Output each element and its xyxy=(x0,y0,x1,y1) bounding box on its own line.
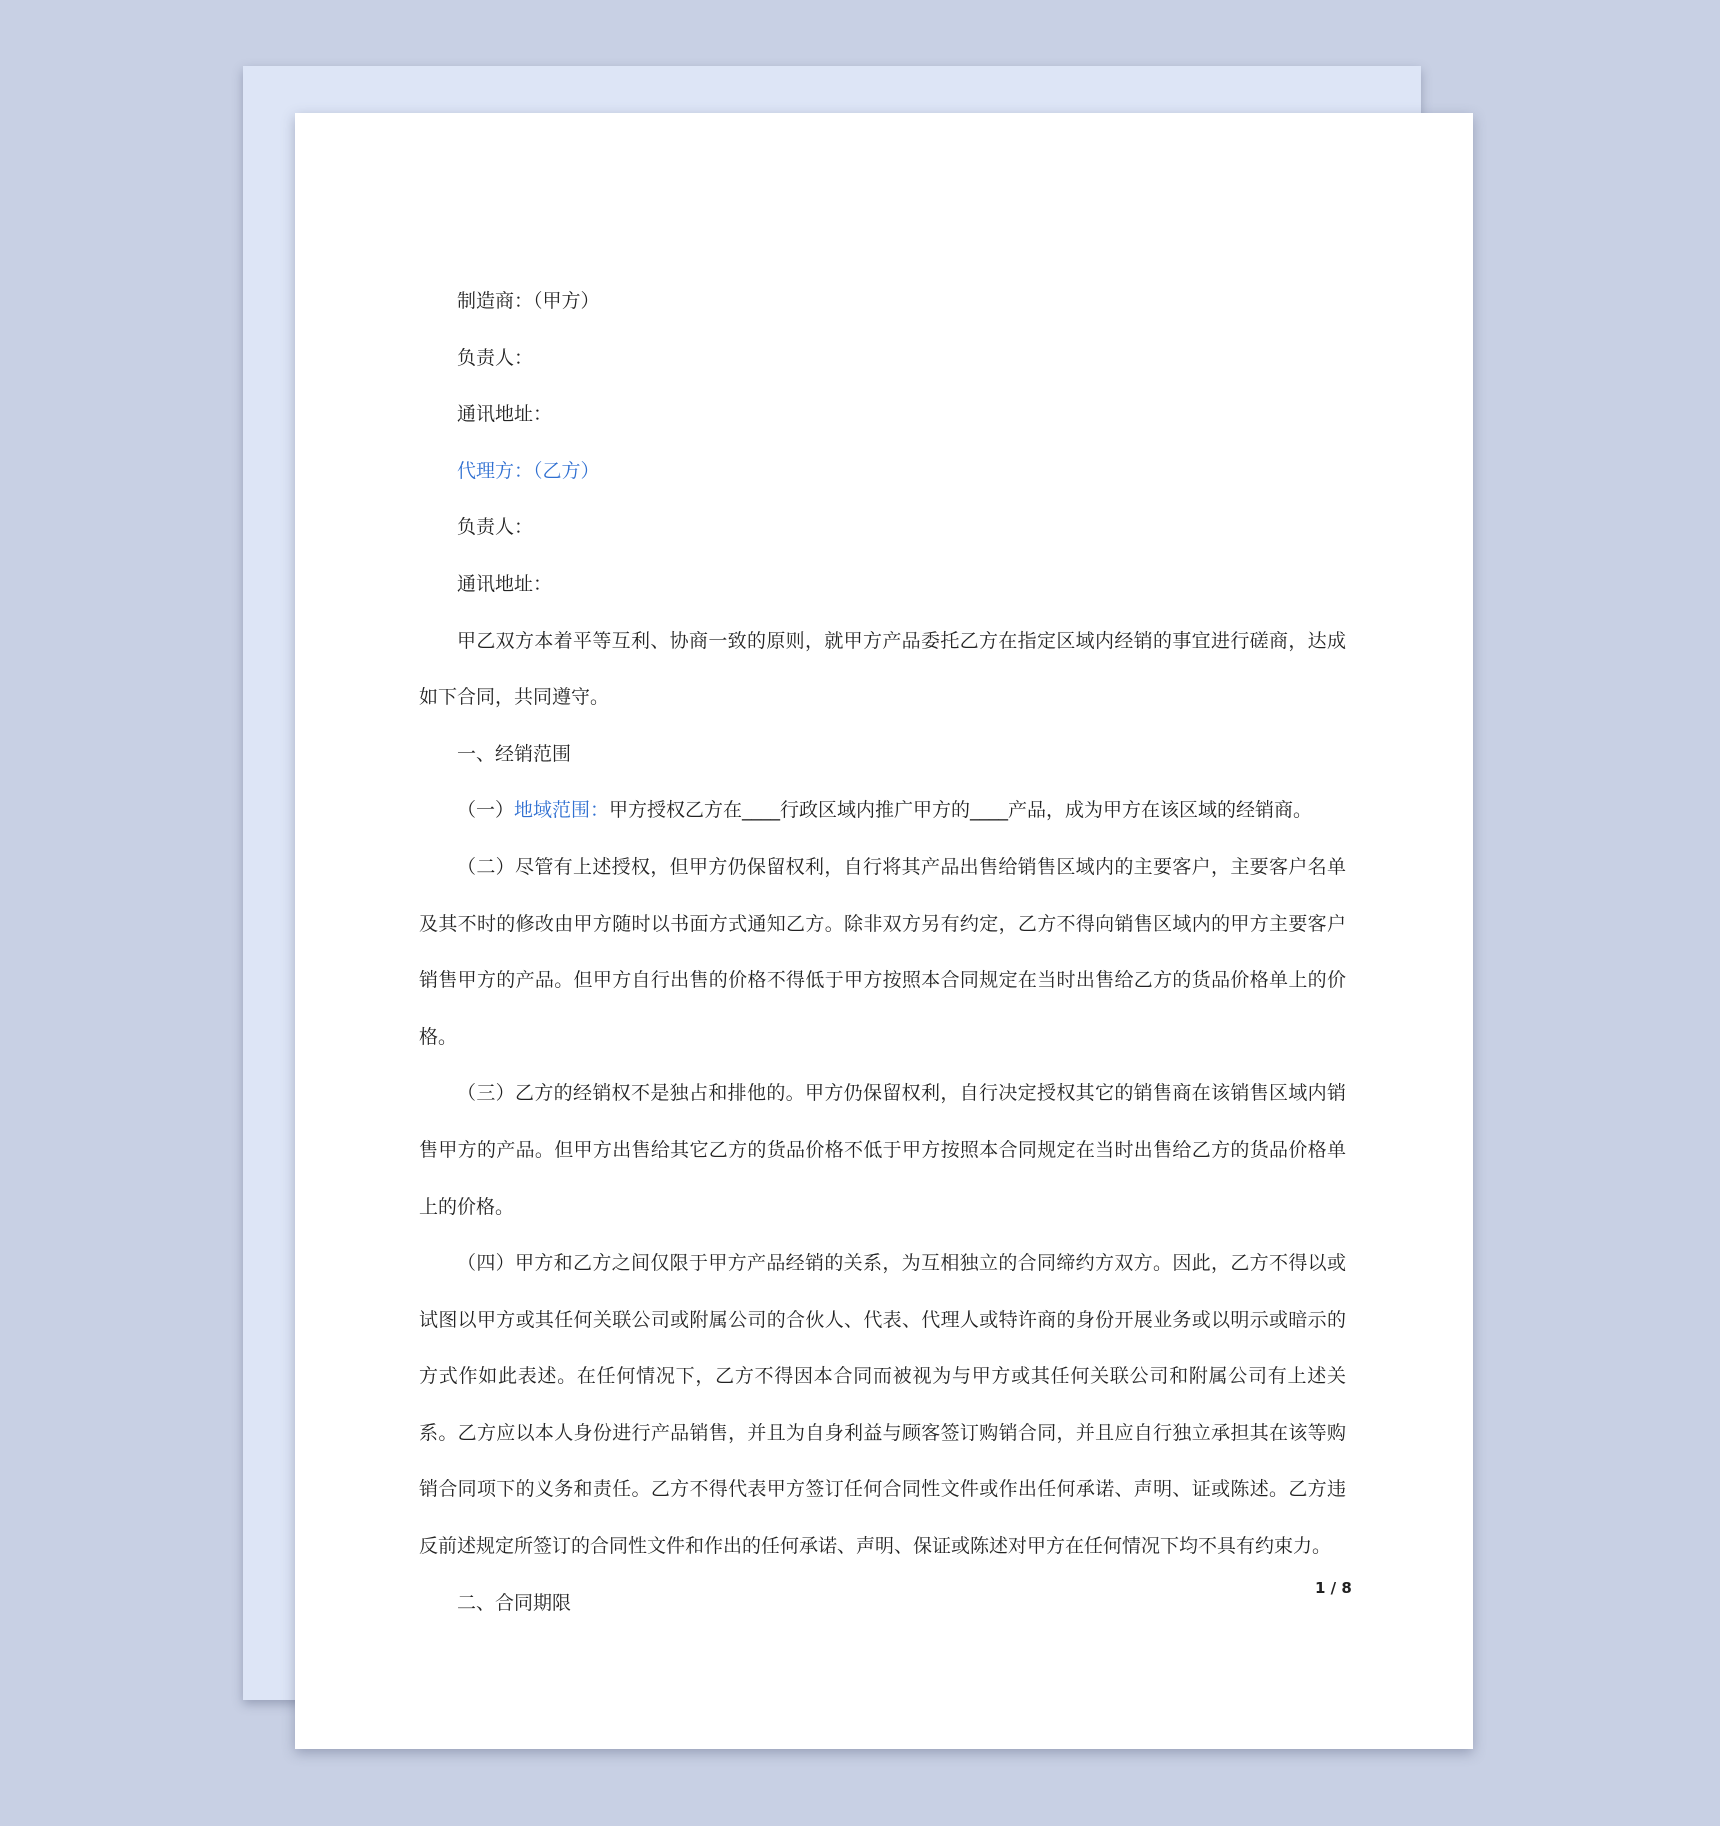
clause-non-exclusive: （三）乙方的经销权不是独占和排他的。甲方仍保留权利，自行决定授权其它的销售商在该销售区域内销售甲方的产品。但甲方出售给其它乙方的货品价格不低于甲方按照本合同规定在当时出售给乙方的货品价格单上的价格。 xyxy=(419,1082,1346,1218)
contract-body xyxy=(419,273,1346,1631)
agent-address-line: 通讯地址： xyxy=(457,572,553,595)
manufacturer-contact-line: 负责人： xyxy=(457,346,534,369)
agent-line: 代理方：（乙方） xyxy=(457,459,600,482)
clause-territory-prefix: （一） xyxy=(457,799,515,822)
clause-reserved-rights: （二）尽管有上述授权，但甲方仍保留权利，自行将其产品出售给销售区域内的主要客户，主要客户名单及其不时的修改由甲方随时以书面方式通知乙方。除非双方另有约定，乙方不得向销售区域内的甲方主要客户销售甲方的产品。但甲方自行出售的价格不得低于甲方按照本合同规定在当时出售给乙方的货品价格单上的价格。 xyxy=(419,855,1346,1048)
section-heading-scope: 一、经销范围 xyxy=(457,742,572,765)
manufacturer-line: 制造商：（甲方） xyxy=(457,290,600,312)
front-page-sheet xyxy=(295,113,1473,1749)
agent-contact-line: 负责人： xyxy=(457,516,534,539)
clause-relationship: （四）甲方和乙方之间仅限于甲方产品经销的关系，为互相独立的合同缔约方双方。因此，乙方不得以或试图以甲方或其任何关联公司或附属公司的合伙人、代表、代理人或特许商的身份开展业务或以明示或暗示的方式作如此表述。在任何情况下，乙方不得因本合同而被视为与甲方或其任何关联公司和附属公司有上述关系。乙方应以本人身份进行产品销售，并且为自身利益与顾客签订购销合同，并且应自行独立承担其在该等购销合同项下的义务和责任。乙方不得代表甲方签订任何合同性文件或作出任何承诺、声明、证或陈述。乙方违反前述规定所签订的合同性文件和作出的任何承诺、声明、保证或陈述对甲方在任何情况下均不具有约束力。 xyxy=(419,1252,1346,1558)
page-number: 1 / 8 xyxy=(1315,1579,1352,1597)
section-heading-term: 二、合同期限 xyxy=(457,1591,572,1614)
intro-paragraph: 甲乙双方本着平等互利、协商一致的原则，就甲方产品委托乙方在指定区域内经销的事宜进行磋商，达成如下合同，共同遵守。 xyxy=(419,629,1346,709)
clause-territory xyxy=(419,782,1346,839)
clause-territory-label: 地域范围： xyxy=(514,799,610,822)
manufacturer-address-line: 通讯地址： xyxy=(457,403,553,426)
clause-territory-text: 甲方授权乙方在____行政区域内推广甲方的____产品，成为甲方在该区域的经销商。 xyxy=(609,799,1313,822)
